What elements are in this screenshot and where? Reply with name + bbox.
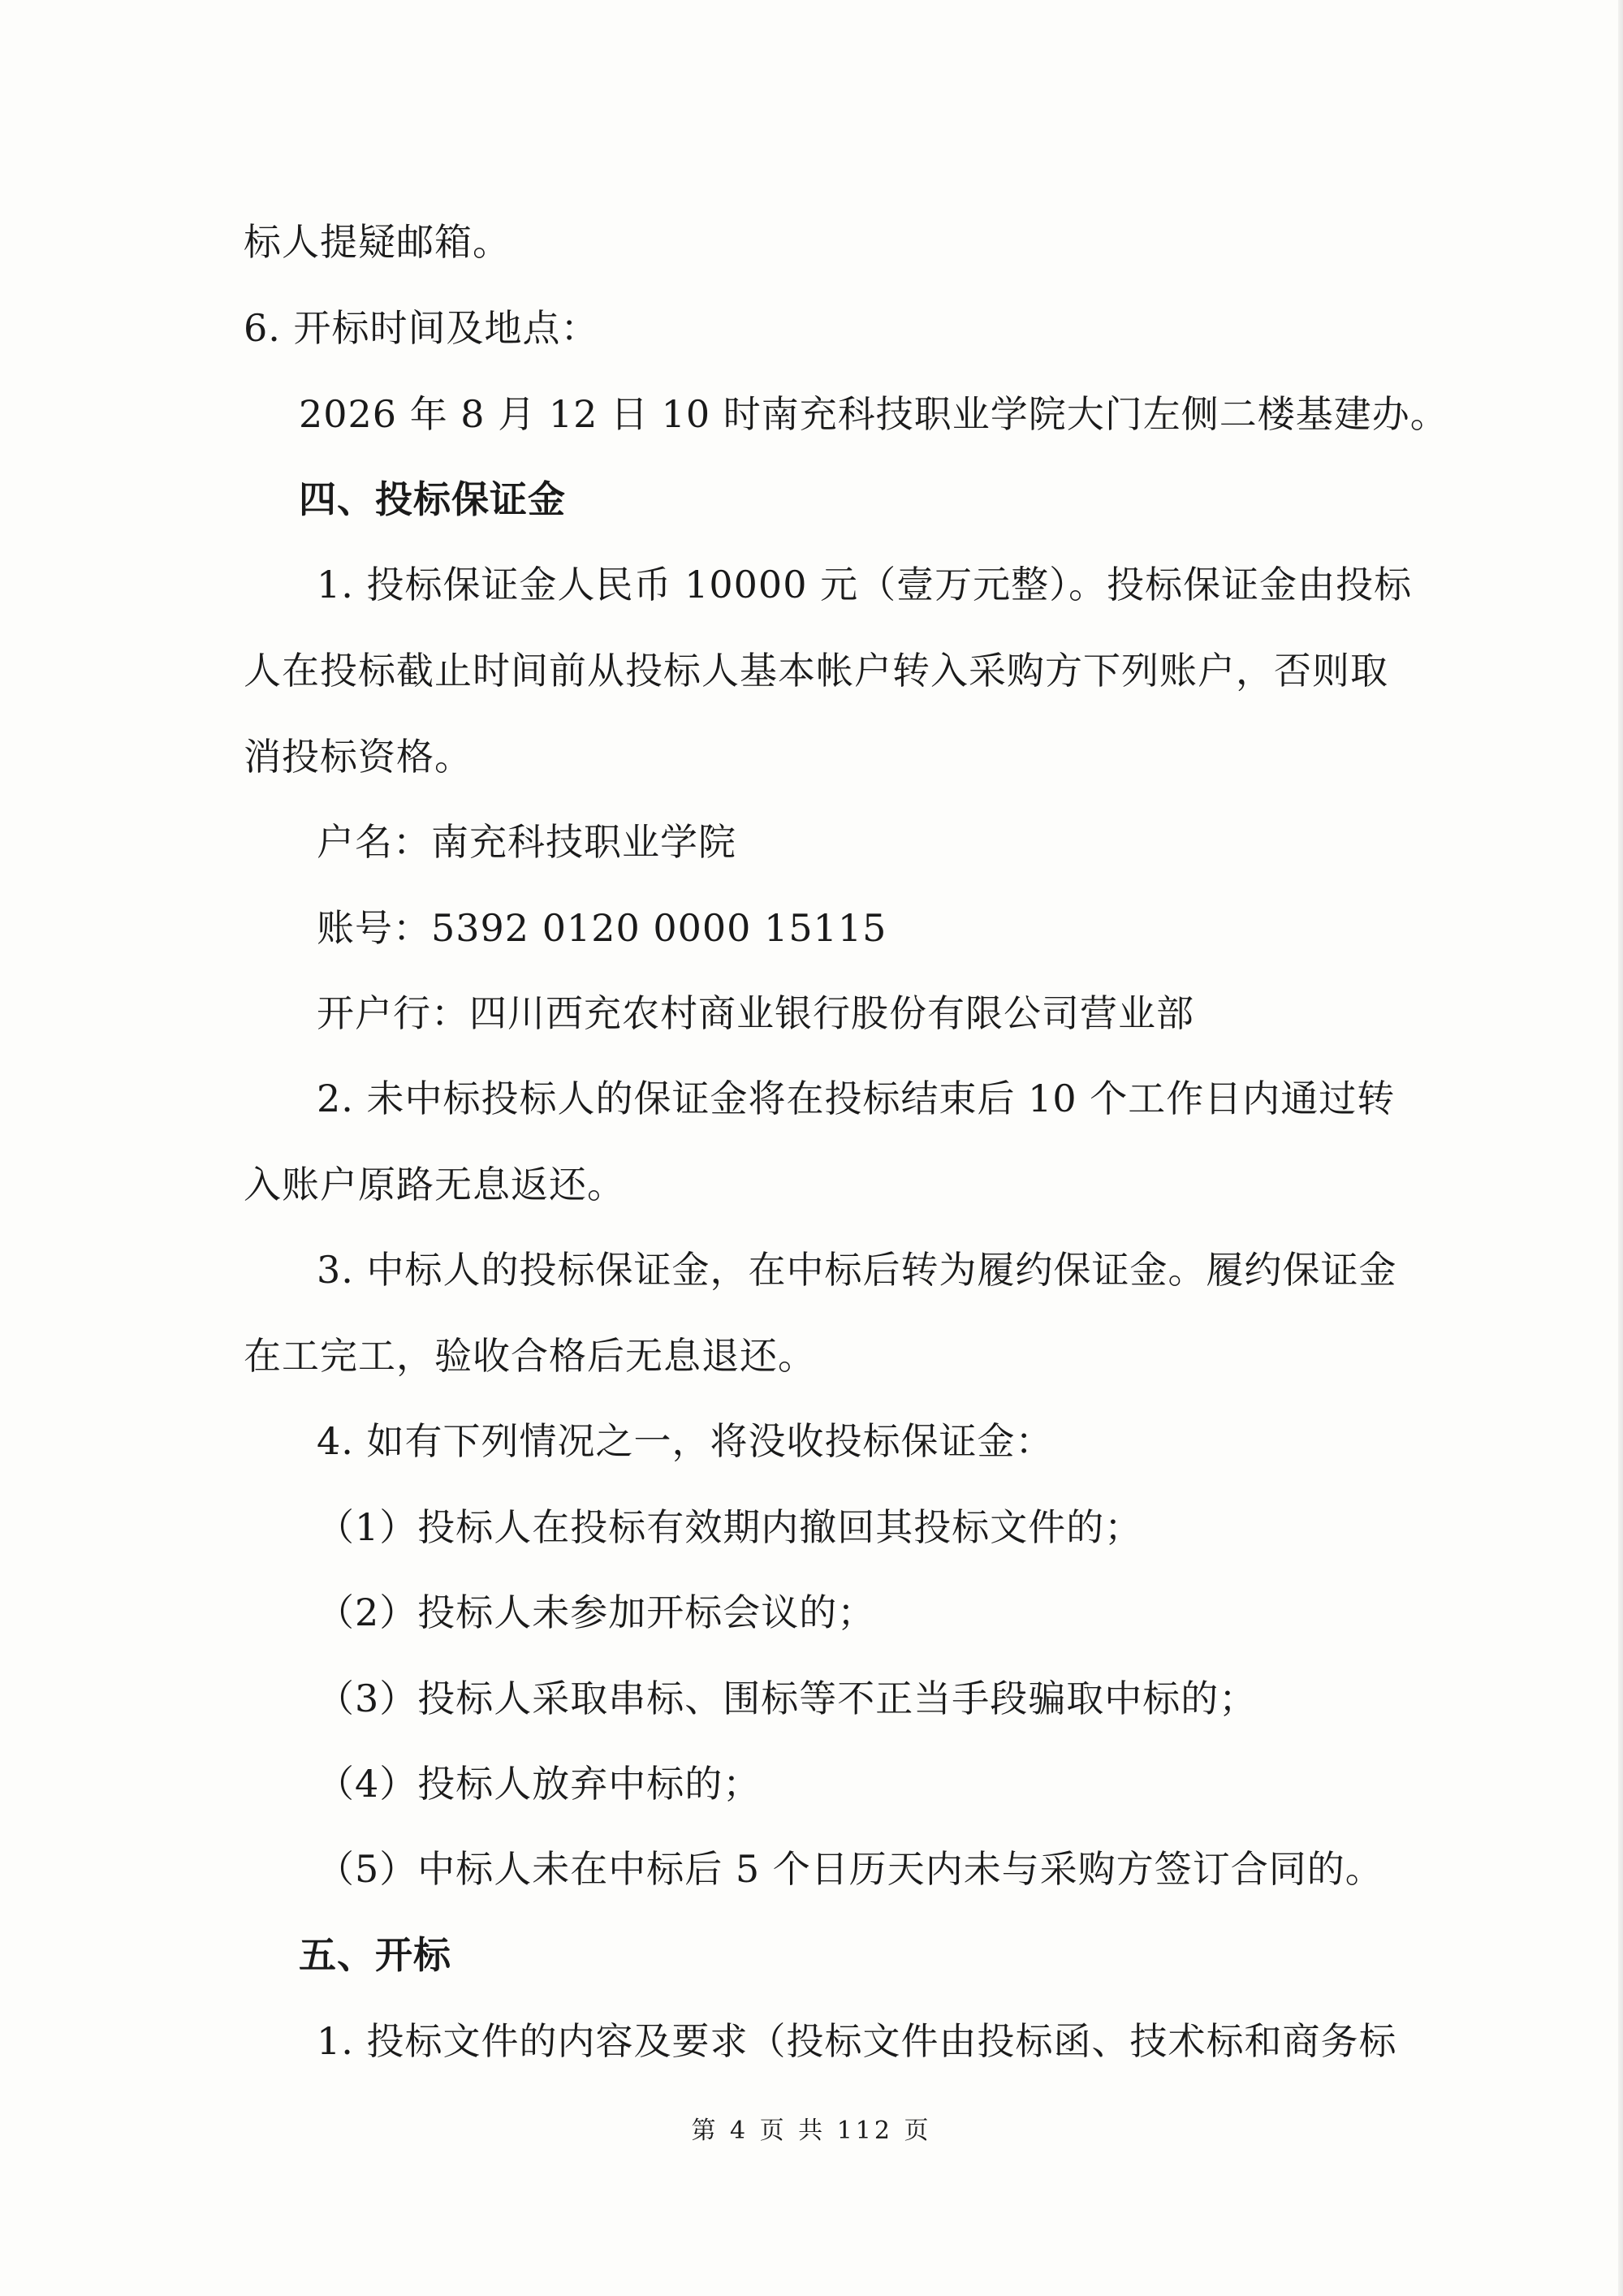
paragraph-line: 2. 未中标投标人的保证金将在投标结束后 10 个工作日内通过转 [317,1077,1396,1120]
account-name: 户名：南充科技职业学院 [317,820,736,864]
paragraph-line: 3. 中标人的投标保证金，在中标后转为履约保证金。履约保证金 [317,1248,1397,1292]
list-item: （4）投标人放弃中标的； [317,1762,762,1806]
section-heading-bid-bond: 四、投标保证金 [299,477,566,521]
scan-edge-shadow [1618,0,1623,2296]
list-item-opening-time: 6. 开标时间及地点： [244,306,599,350]
paragraph-line: 1. 投标保证金人民币 10000 元（壹万元整）。投标保证金由投标 [317,563,1413,606]
list-item: （5）中标人未在中标后 5 个日历天内未与采购方签订合同的。 [317,1847,1383,1891]
section-heading-opening: 五、开标 [299,1933,451,1977]
paragraph-line: 入账户原路无息返还。 [244,1163,625,1206]
list-item: （1）投标人在投标有效期内撤回其投标文件的； [317,1505,1143,1549]
list-item: （2）投标人未参加开标会议的； [317,1590,876,1634]
paragraph-line: 人在投标截止时间前从投标人基本帐户转入采购方下列账户，否则取 [244,649,1388,693]
paragraph-line: 在工完工，验收合格后无息退还。 [244,1334,816,1378]
paragraph-line: 标人提疑邮箱。 [244,220,511,264]
page-number-footer: 第 4 页 共 112 页 [691,2117,932,2145]
account-bank: 开户行：四川西充农村商业银行股份有限公司营业部 [317,991,1194,1035]
paragraph-line: 1. 投标文件的内容及要求（投标文件由投标函、技术标和商务标 [317,2019,1397,2063]
account-number: 账号：5392 0120 0000 15115 [317,906,887,950]
paragraph-line: 4. 如有下列情况之一，将没收投标保证金： [317,1419,1054,1463]
paragraph-line: 2026 年 8 月 12 日 10 时南充科技职业学院大门左侧二楼基建办。 [299,392,1448,436]
list-item: （3）投标人采取串标、围标等不正当手段骗取中标的； [317,1677,1258,1720]
paragraph-line: 消投标资格。 [244,735,473,779]
